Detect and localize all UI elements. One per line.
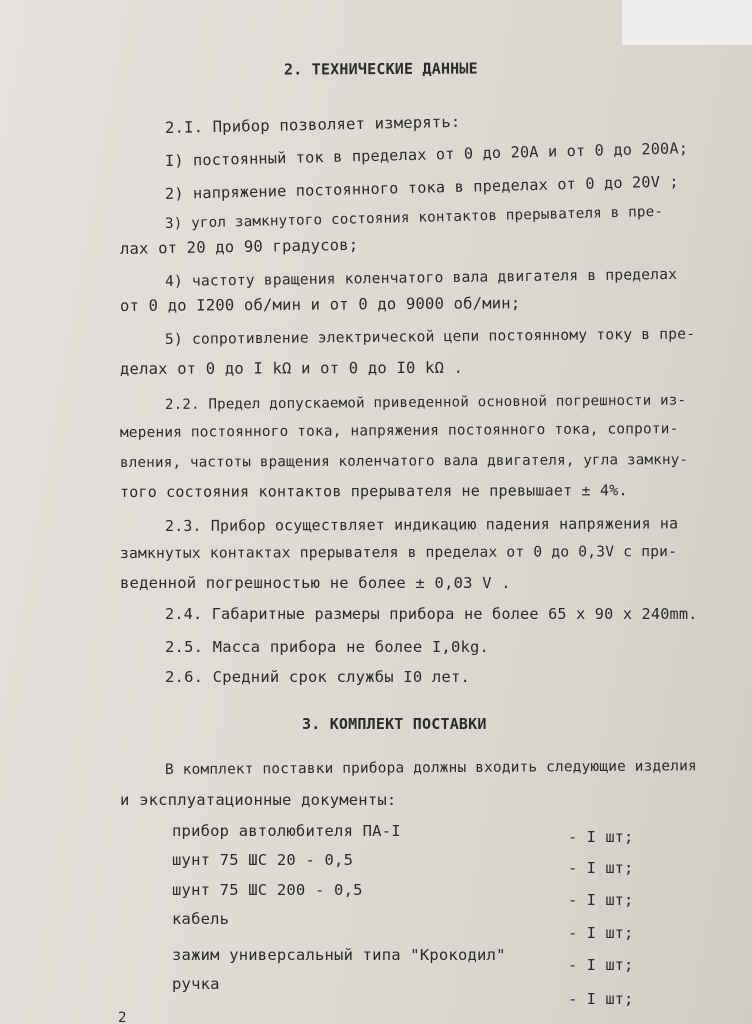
- section-2-heading: 2. ТЕХНИЧЕСКИЕ ДАННЫЕ: [283, 59, 478, 79]
- item-name: прибор автолюбителя ПА-I: [172, 822, 401, 840]
- intro-line: и эксплуатационные документы:: [120, 791, 397, 809]
- text-line: замкнутых контактах прерывателя в пределах от 0 до 0,3V с при-: [119, 543, 678, 562]
- text-line: лах от 20 до 90 градусов;: [119, 235, 359, 258]
- section-3-heading: 3. КОМПЛЕКТ ПОСТАВКИ: [302, 715, 487, 733]
- text-line: 2.3. Прибор осуществляет индикацию падения напряжения на: [164, 514, 679, 535]
- text-line: 2.I. Прибор позволяет измерять:: [164, 112, 461, 137]
- item-name: ручка: [172, 975, 220, 993]
- item-qty: - I шт;: [568, 891, 634, 909]
- item-qty: - I шт;: [568, 859, 634, 877]
- item-qty: - I шт;: [568, 828, 634, 846]
- page-number: 2: [118, 1010, 127, 1024]
- item-name: шунт 75 ШС 20 - 0,5: [172, 851, 354, 869]
- item-name: зажим универсальный типа "Крокодил": [172, 946, 506, 964]
- text-line: I) постоянный ток в пределах от 0 до 20А и от 0 до 200А;: [164, 139, 689, 170]
- item-name: кабель: [172, 910, 230, 928]
- item-qty: - I шт;: [568, 956, 634, 974]
- item-name: шунт 75 ШС 200 - 0,5: [172, 881, 363, 899]
- text-line: делах от 0 до I kΩ и от 0 до I0 kΩ .: [119, 358, 464, 378]
- text-line: 3) угол замкнутого состояния контактов прерывателя в пре-: [164, 203, 664, 232]
- item-qty: - I шт;: [568, 924, 634, 942]
- text-line: 4) частоту вращения коленчатого вала двигателя в пределах: [164, 265, 678, 290]
- text-line: 2.5. Масса прибора не более I,0kg.: [165, 638, 490, 656]
- text-line: 2.4. Габаритные размеры прибора не более 65 х 90 х 240mm.: [165, 605, 698, 623]
- text-line: от 0 до I200 об/мин и от 0 до 9000 об/мин;: [119, 294, 521, 315]
- text-line: вления, частоты вращения коленчатого вала двигателя, угла замкну-: [119, 452, 689, 471]
- text-line: 2) напряжение постоянного тока в пределах от 0 до 20V ;: [164, 172, 679, 203]
- text-line: веденной погрешностью не более ± 0,03 V .: [120, 574, 511, 592]
- intro-line: В комплект поставки прибора должны входить следующие изделия: [164, 758, 697, 778]
- item-qty: - I шт;: [568, 990, 634, 1008]
- text-line: мерения постоянного тока, напряжения постоянного тока, сопроти-: [119, 421, 679, 441]
- text-line: 2.2. Предел допускаемой приведенной основной погрешности из-: [164, 392, 687, 413]
- text-line: 5) сопротивление электрической цепи постоянному току в пре-: [164, 325, 696, 348]
- background-corner: [622, 0, 752, 45]
- text-line: 2.6. Средний срок службы I0 лет.: [165, 668, 471, 686]
- text-line: того состояния контактов прерывателя не превышает ± 4%.: [119, 481, 628, 501]
